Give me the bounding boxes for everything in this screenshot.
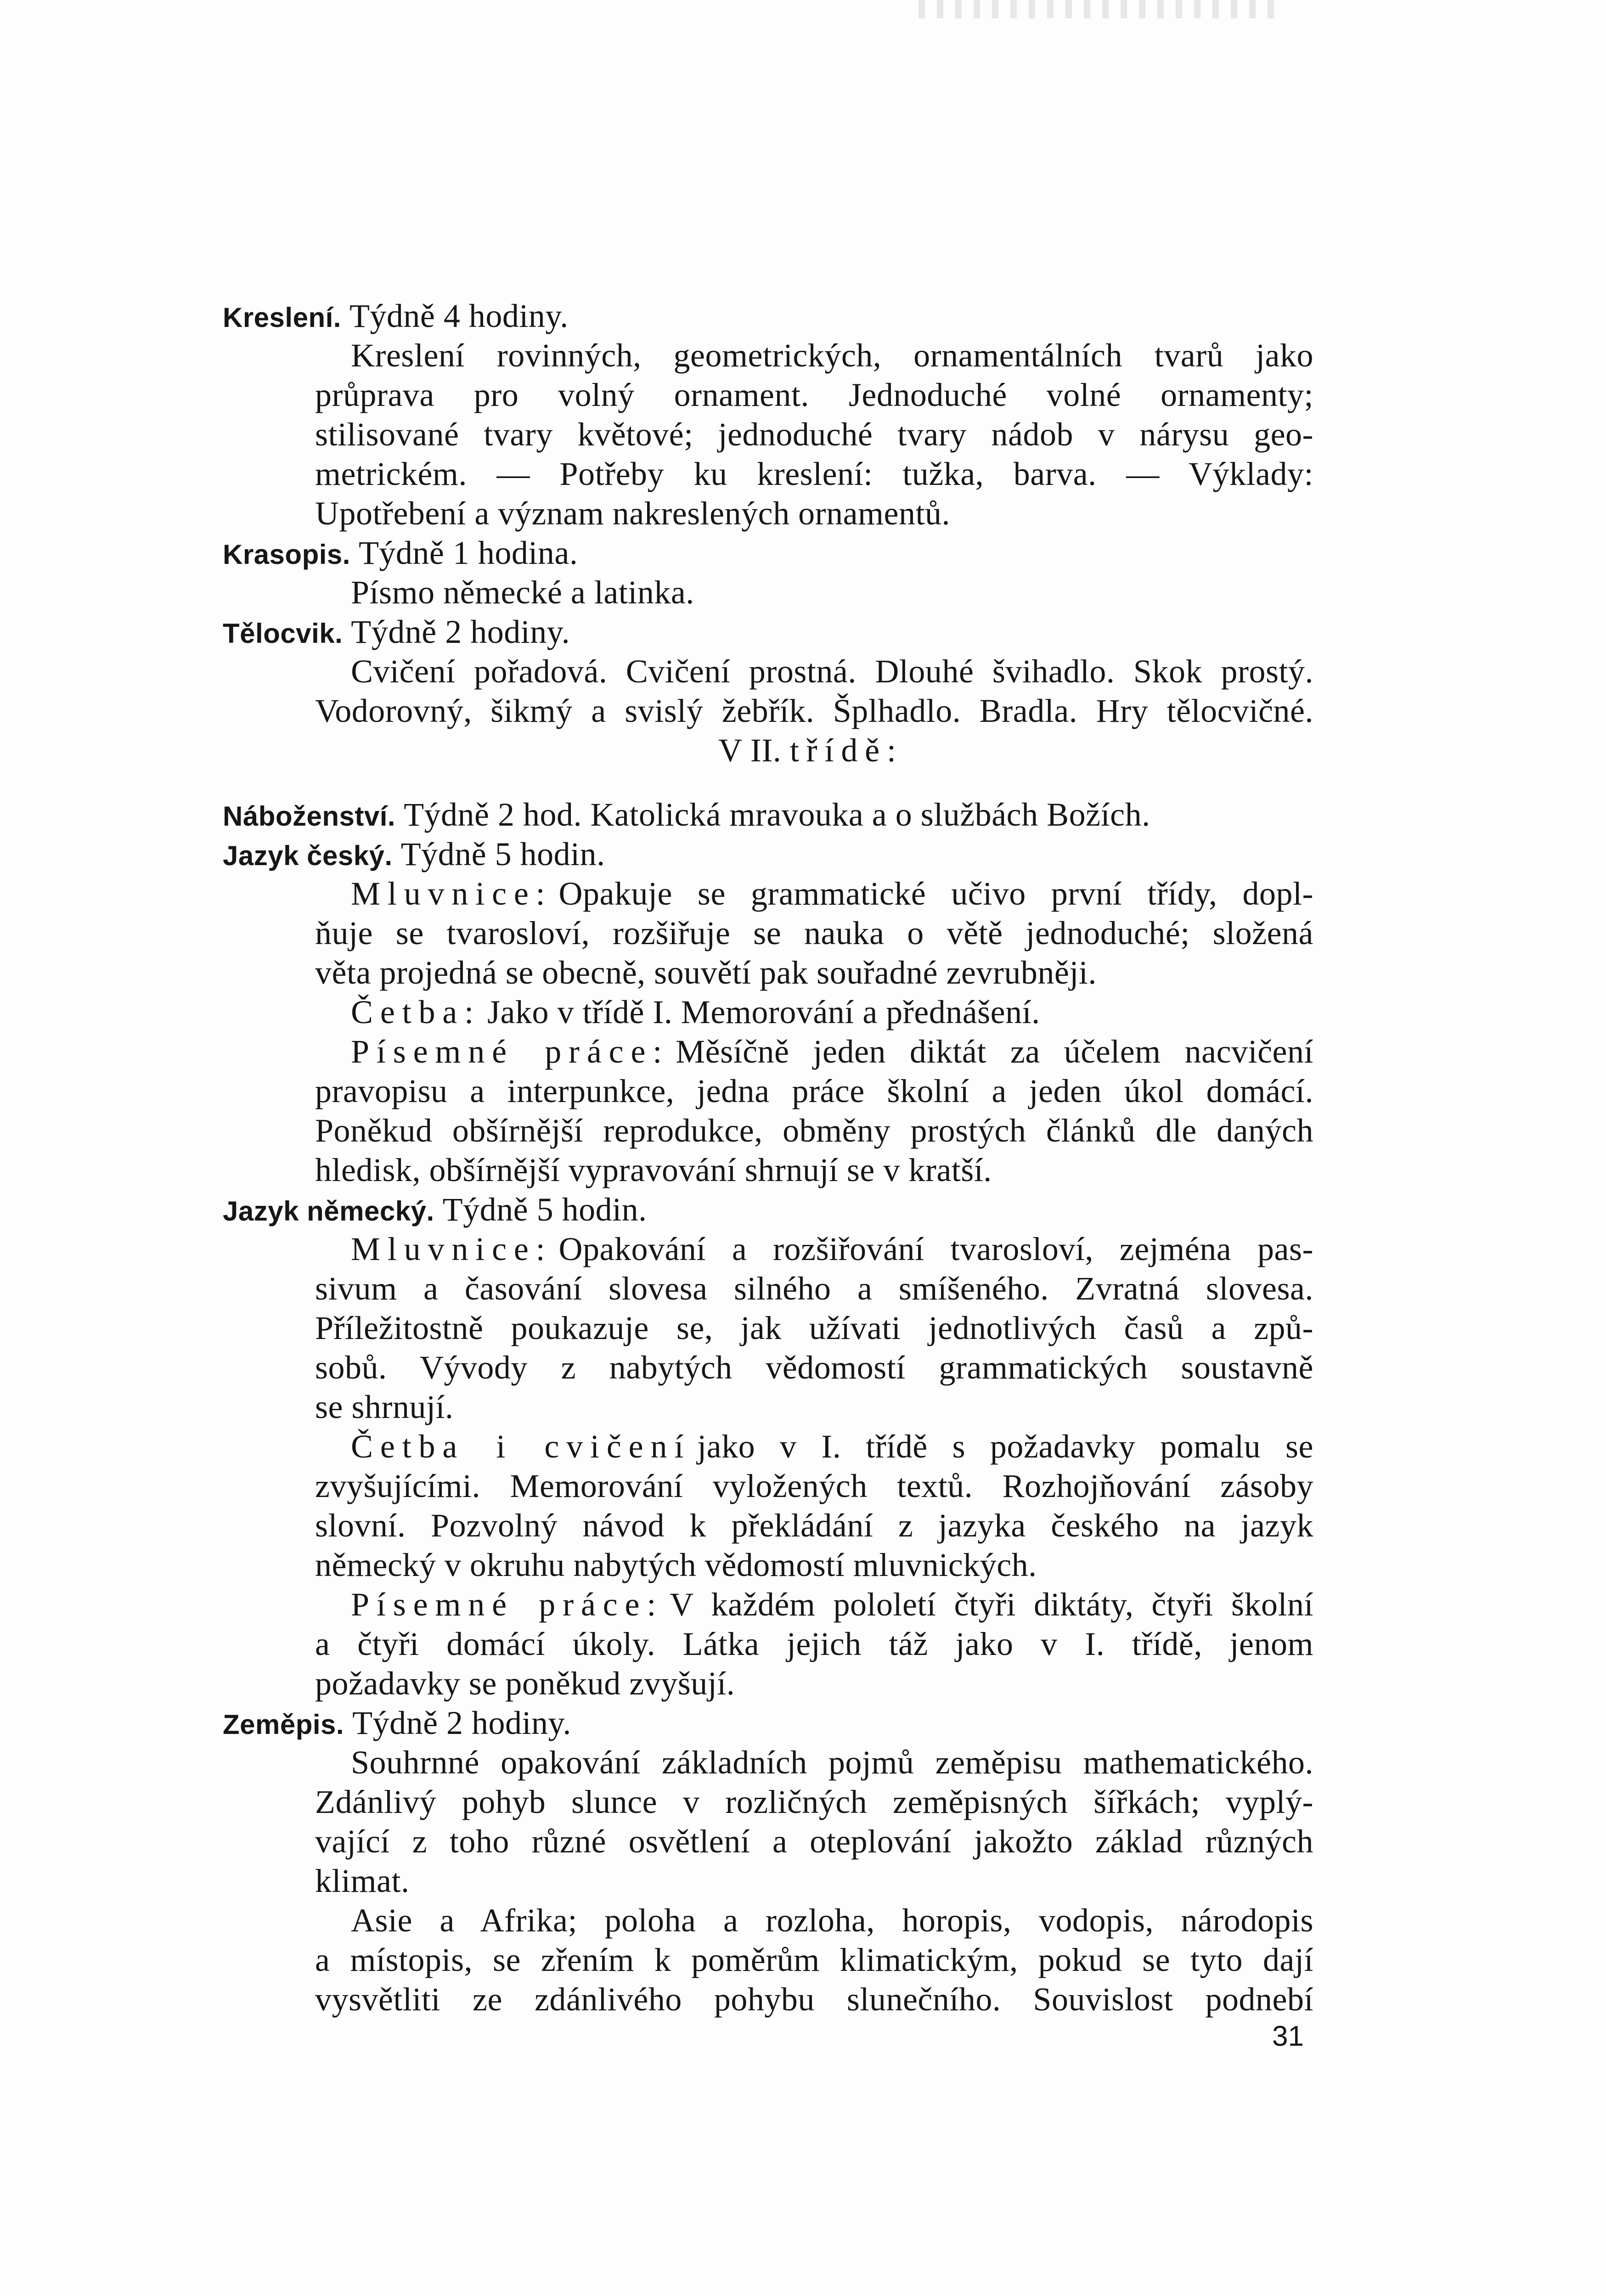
subject-label: Zeměpis. [223, 1709, 344, 1740]
line-text: Upotřebení a význam nakreslených ornamentů. [315, 495, 950, 532]
line-text: Asie a Afrika; poloha a rozloha, horopis, vodopis, národopis [351, 1902, 1313, 1939]
paragraph [223, 1427, 1313, 1585]
line-text: pravopisu a interpunkce, jedna práce školní a jeden úkol domácí. [315, 1073, 1313, 1109]
paragraph [223, 336, 1313, 533]
section-heading [223, 795, 1313, 834]
page-number: 31 [1272, 2020, 1304, 2052]
text-line [315, 1427, 1313, 1466]
text-line [315, 1387, 1313, 1427]
subject-hours: Týdně 5 hodin. [442, 1191, 647, 1228]
class-title-word: třídě: [789, 732, 903, 769]
subject-label: Jazyk německý. [223, 1196, 434, 1227]
subject-hours: Týdně 2 hodiny. [352, 1705, 571, 1741]
paragraph [223, 1032, 1313, 1190]
line-text: věta projedná se obecně, souvětí pak souřadné zevrubněji. [315, 954, 1097, 991]
paragraph-lead: Četba i cvičení [351, 1428, 691, 1465]
text-line [315, 1348, 1313, 1387]
subject-hours: Týdně 2 hod. Katolická mravouka a o službách Božích. [404, 796, 1150, 833]
text-line [315, 336, 1313, 375]
line-text: sivum a časování slovesa silného a smíšeného. Zvratná slovesa. [315, 1270, 1313, 1307]
text-line [315, 1506, 1313, 1545]
subject-label: Náboženství. [223, 801, 396, 832]
text-line [315, 1308, 1313, 1348]
text-line [315, 1071, 1313, 1111]
line-text: hledisk, obšírnější vypravování shrnují se v kratší. [315, 1152, 992, 1188]
section-heading [223, 533, 1313, 573]
subject-hours: Týdně 4 hodiny. [349, 298, 569, 334]
paragraph-lead: Mluvnice: [351, 875, 552, 912]
text-line [315, 1545, 1313, 1585]
line-text: průprava pro volný ornament. Jednoduché volné ornamenty; [315, 377, 1313, 413]
text-line [315, 1861, 1313, 1901]
text-line [315, 691, 1313, 731]
line-text: sobů. Vývody z nabytých vědomostí grammatických soustavně [315, 1349, 1313, 1386]
subject-label: Krasopis. [223, 539, 350, 570]
line-text: Opakuje se grammatické učivo první třídy, dopl- [558, 875, 1313, 912]
line-text: klimat. [315, 1863, 410, 1899]
line-text: Souhrnné opakování základních pojmů zeměpisu mathematického. [351, 1744, 1313, 1781]
line-text: Poněkud obšírnější reprodukce, obměny prostých článků dle daných [315, 1112, 1313, 1149]
paragraph-lead: Mluvnice: [351, 1231, 552, 1267]
paragraph [223, 652, 1313, 731]
section-heading [223, 296, 1313, 336]
line-text: Cvičení pořadová. Cvičení prostná. Dlouhé švihadlo. Skok prostý. [351, 653, 1313, 690]
line-text: Měsíčně jeden diktát za účelem nacvičení [676, 1033, 1313, 1070]
line-text: Jako v třídě I. Memorování a přednášení. [487, 994, 1040, 1030]
class-title [223, 731, 1313, 770]
text-line [315, 573, 1313, 612]
text-line [315, 953, 1313, 992]
line-text: metrickém. — Potřeby ku kreslení: tužka, barva. — Výklady: [315, 456, 1313, 492]
section-heading [223, 1703, 1313, 1743]
text-line [315, 652, 1313, 691]
subject-hours: Týdně 1 hodina. [358, 535, 578, 571]
line-text: jako v I. třídě s požadavky pomalu se [697, 1428, 1313, 1465]
text-line [315, 1901, 1313, 1940]
subject-label: Tělocvik. [223, 618, 343, 649]
subject-hours: Týdně 5 hodin. [400, 836, 605, 872]
scan-bleed-marks [919, 0, 1277, 18]
paragraph [223, 1229, 1313, 1427]
text-line [315, 1032, 1313, 1071]
paragraph-lead: Písemné práce: [351, 1586, 664, 1623]
line-text: Zdánlivý pohyb slunce v rozličných zeměpisných šířkách; vyplý- [315, 1784, 1313, 1820]
line-text: V každém pololetí čtyři diktáty, čtyři školní [670, 1586, 1313, 1623]
line-text: a místopis, se zřením k poměrům klimatickým, pokud se tyto dají [315, 1941, 1313, 1978]
paragraph [223, 1743, 1313, 1901]
line-text: Příležitostně poukazuje se, jak užívati jednotlivých časů a způ- [315, 1310, 1313, 1346]
line-text: vající z toho různé osvětlení a oteplování jakožto základ různých [315, 1823, 1313, 1860]
text-line [315, 1585, 1313, 1624]
line-text: Vodorovný, šikmý a svislý žebřík. Šplhadlo. Bradla. Hry tělocvičné. [315, 692, 1313, 729]
line-text: vysvětliti ze zdánlivého pohybu slunečního. Souvislost podnebí [315, 1981, 1313, 2018]
text-line [315, 1822, 1313, 1861]
paragraph [223, 992, 1313, 1032]
paragraph [223, 874, 1313, 992]
line-text: zvyšujícími. Memorování vyložených textů. Rozhojňování zásoby [315, 1468, 1313, 1504]
text-line [315, 913, 1313, 953]
text-line [315, 1229, 1313, 1269]
text-line [315, 992, 1313, 1032]
text-line [315, 415, 1313, 454]
paragraph [223, 1585, 1313, 1703]
line-text: německý v okruhu nabytých vědomostí mluvnických. [315, 1547, 1037, 1583]
paragraph [223, 1901, 1313, 2019]
line-text: požadavky se poněkud zvyšují. [315, 1665, 735, 1702]
section-heading [223, 612, 1313, 652]
subject-hours: Týdně 2 hodiny. [351, 613, 570, 650]
class-title-prefix: V II. [718, 732, 782, 769]
text-line [315, 1782, 1313, 1822]
line-text: ňuje se tvarosloví, rozšiřuje se nauka o větě jednoduché; složená [315, 915, 1313, 951]
line-text: se shrnují. [315, 1389, 454, 1425]
text-line [315, 1269, 1313, 1308]
text-line [315, 494, 1313, 533]
text-line [315, 1624, 1313, 1664]
line-text: Opakování a rozšiřování tvarosloví, zejména pas- [558, 1231, 1313, 1267]
text-line [315, 1111, 1313, 1150]
page-text [223, 296, 1313, 2019]
line-text: a čtyři domácí úkoly. Látka jejich táž jako v I. třídě, jenom [315, 1626, 1313, 1662]
text-line [315, 874, 1313, 913]
section-heading [223, 1190, 1313, 1229]
subject-label: Jazyk český. [223, 840, 393, 871]
section-heading [223, 834, 1313, 874]
subject-label: Kreslení. [223, 302, 341, 333]
paragraph [223, 573, 1313, 612]
text-line [315, 1466, 1313, 1506]
paragraph-lead: Četba: [351, 994, 481, 1030]
text-line [315, 1940, 1313, 1980]
text-line [315, 1743, 1313, 1782]
text-line [315, 375, 1313, 415]
paragraph-lead: Písemné práce: [351, 1033, 670, 1070]
text-line [315, 1980, 1313, 2019]
text-line [315, 454, 1313, 494]
line-text: Písmo německé a latinka. [351, 574, 694, 611]
line-text: Kreslení rovinných, geometrických, ornamentálních tvarů jako [351, 337, 1313, 374]
text-line [315, 1664, 1313, 1703]
line-text: stilisované tvary květové; jednoduché tvary nádob v nárysu geo- [315, 416, 1313, 453]
line-text: slovní. Pozvolný návod k překládání z jazyka českého na jazyk [315, 1507, 1313, 1544]
text-line [315, 1150, 1313, 1190]
